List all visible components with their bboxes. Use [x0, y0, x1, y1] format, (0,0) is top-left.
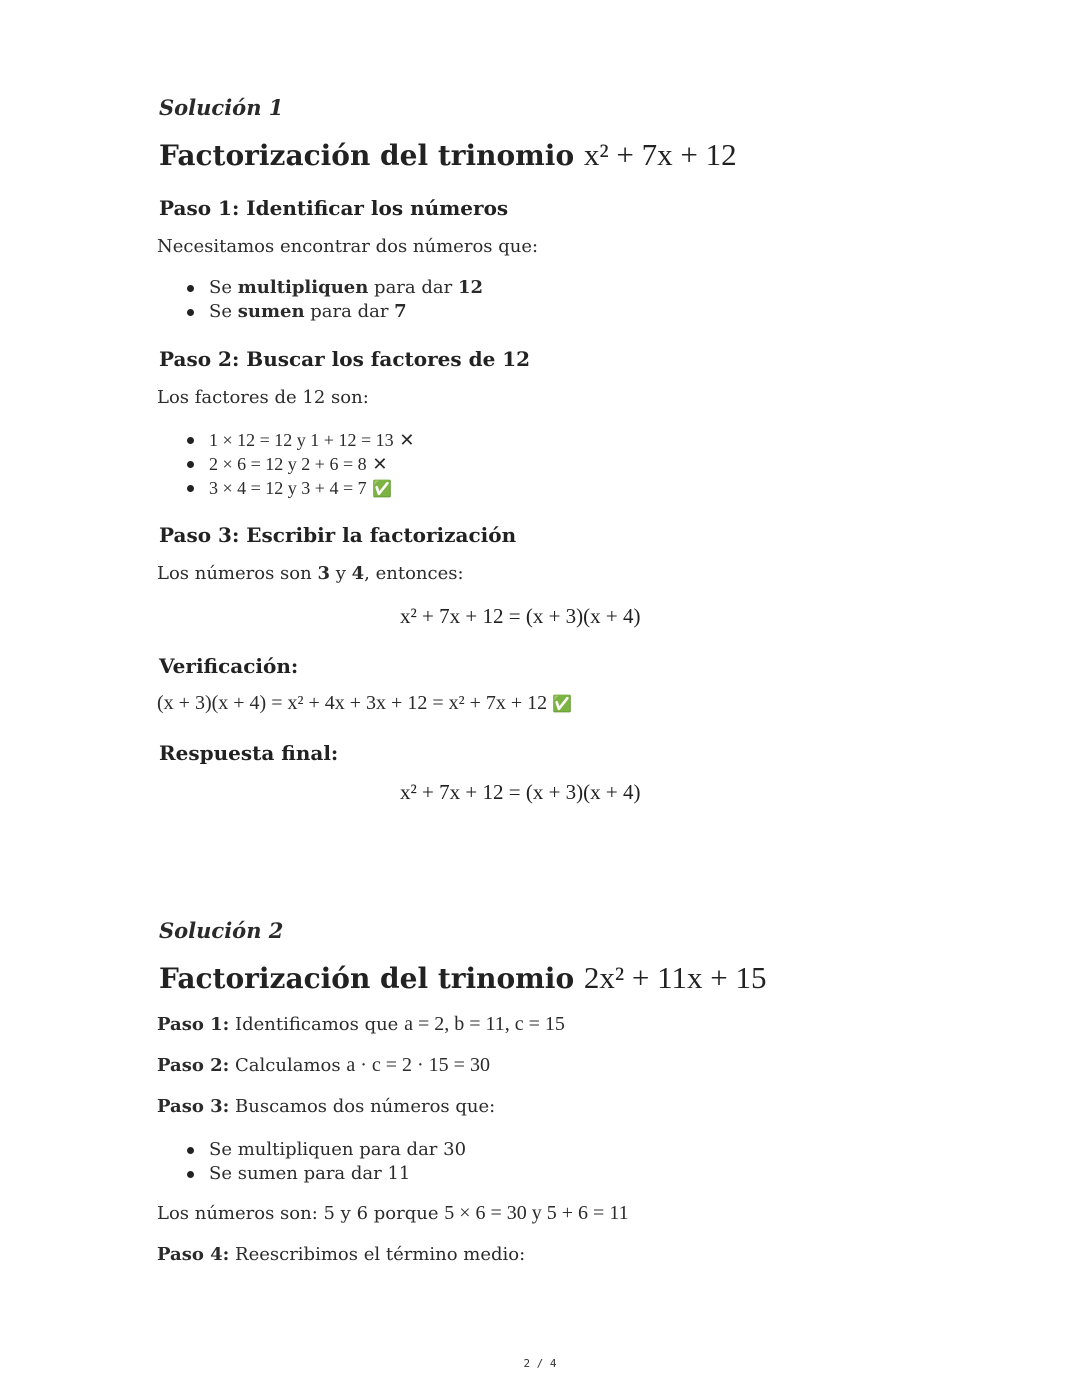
page-number: 2 / 4 — [523, 1357, 557, 1370]
solution-1-label: Solución 1 — [159, 95, 284, 120]
step-1-heading: Paso 1: Identificar los números — [159, 196, 509, 220]
list-item: Se multipliquen para dar 12 — [187, 276, 483, 300]
factors-list — [187, 428, 414, 500]
solution-2-title-text: Factorización del trinomio — [159, 962, 584, 995]
sol2-step-2: Paso 2: Calculamos a · c = 2 · 15 = 30 — [157, 1054, 490, 1076]
step-2-intro: Los factores de 12 son: — [157, 387, 369, 408]
list-item: 3 × 4 = 12 y 3 + 4 = 7 ✅ — [187, 476, 414, 500]
list-item: Se multipliquen para dar 30 — [187, 1138, 466, 1162]
step-1-bullet-list — [187, 276, 483, 324]
list-item: Se sumen para dar 11 — [187, 1162, 466, 1186]
step-3-intro: Los números son 3 y 4, entonces: — [157, 563, 464, 584]
cross-icon: ✕ — [372, 454, 388, 475]
solution-1-title-text: Factorización del trinomio — [159, 139, 584, 172]
solution-2-label: Solución 2 — [159, 918, 284, 943]
sol2-step-4: Paso 4: Reescribimos el término medio: — [157, 1244, 526, 1265]
solution-1-title-math: x² + 7x + 12 — [583, 137, 737, 172]
sol2-step-3: Paso 3: Buscamos dos números que: — [157, 1096, 496, 1117]
sol2-bullet-list — [187, 1138, 466, 1186]
sol2-step-1: Paso 1: Identificamos que a = 2, b = 11, c = 15 — [157, 1013, 565, 1035]
factorization-equation: x² + 7x + 12 = (x + 3)(x + 4) — [400, 604, 641, 628]
solution-1-title — [159, 137, 737, 173]
step-1-intro: Necesitamos encontrar dos números que: — [157, 236, 539, 257]
sol2-numbers-line: Los números son: 5 y 6 porque 5 × 6 = 30 y 5 + 6 = 11 — [157, 1202, 629, 1224]
final-answer-equation: x² + 7x + 12 = (x + 3)(x + 4) — [400, 780, 641, 804]
list-item: 1 × 12 = 12 y 1 + 12 = 13 ✕ — [187, 428, 414, 452]
verification-equation: (x + 3)(x + 4) = x² + 4x + 3x + 12 = x² + 7x + 12 ✅ — [157, 692, 573, 714]
solution-2-title-math: 2x² + 11x + 15 — [583, 960, 767, 995]
check-icon: ✅ — [552, 694, 573, 713]
cross-icon: ✕ — [399, 430, 415, 451]
solution-2-title — [159, 960, 766, 996]
verification-heading: Verificación: — [159, 654, 299, 678]
list-item: 2 × 6 = 12 y 2 + 6 = 8 ✕ — [187, 452, 414, 476]
step-3-heading: Paso 3: Escribir la factorización — [159, 523, 517, 547]
list-item: Se sumen para dar 7 — [187, 300, 483, 324]
step-2-heading: Paso 2: Buscar los factores de 12 — [159, 347, 531, 371]
final-answer-heading: Respuesta final: — [159, 741, 339, 765]
check-icon: ✅ — [372, 479, 393, 498]
